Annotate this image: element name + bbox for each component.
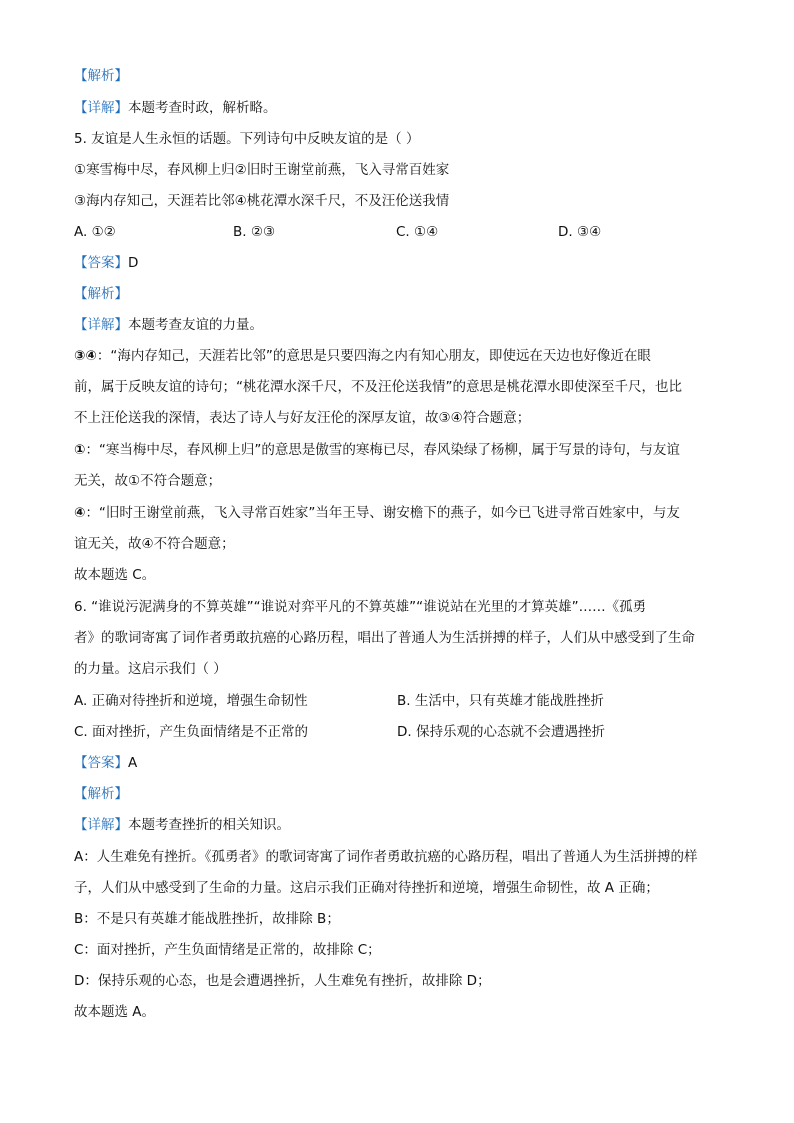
q6-stem-line1: 6. “谁说污泥满身的不算英雄”“谁说对弈平凡的不算英雄”“谁说站在光里的才算英雄”……《孤勇 [74, 599, 647, 615]
q5-answer: 【答案】D [74, 255, 139, 271]
q5-explain-line: 不上汪伦送我的深情，表达了诗人与好友汪伦的深厚友谊，故③④符合题意； [74, 410, 531, 426]
q5-conclusion: 故本题选 C。 [74, 567, 156, 583]
q5-items-line2: ③海内存知己，天涯若比邻④桃花潭水深千尺，不及汪伦送我情 [74, 193, 450, 209]
q6-conclusion: 故本题选 A。 [74, 1004, 156, 1020]
q5-option-d: D. ③④ [558, 224, 602, 240]
q6-option-b: B. 生活中，只有英雄才能战胜挫折 [397, 693, 604, 709]
q6-option-c: C. 面对挫折，产生负面情绪是不正常的 [74, 724, 309, 740]
q6-option-d: D. 保持乐观的心态就不会遭遇挫折 [397, 724, 605, 740]
q5-explain-line: 无关，故①不符合题意； [74, 473, 222, 489]
q5-explain-line: ③④：“海内存知己，天涯若比邻”的意思是只要四海之内有知心朋友，即使远在天边也好像近在眼 [74, 348, 651, 364]
q5-analysis-tag: 【解析】 [74, 286, 128, 302]
q5-explain-line: 谊无关，故④不符合题意； [74, 536, 235, 552]
q6-explain-line: D：保持乐观的心态，也是会遭遇挫折，人生难免有挫折，故排除 D； [74, 973, 491, 989]
q4-detail-line: 【详解】本题考查时政，解析略。 [74, 100, 277, 116]
analysis-tag: 【解析】 [74, 68, 128, 84]
q6-stem-line3: 的力量。这启示我们（ ） [74, 661, 227, 677]
q5-option-c: C. ①④ [396, 224, 439, 240]
q5-explain-line: ①：“寒当梅中尽，春风柳上归”的意思是傲雪的寒梅已尽，春风染绿了杨柳，属于写景的诗句，与友谊 [74, 442, 680, 458]
q6-option-a: A. 正确对待挫折和逆境，增强生命韧性 [74, 693, 308, 709]
q5-option-a: A. ①② [74, 224, 116, 240]
q6-explain-line: B：不是只有英雄才能战胜挫折，故排除 B； [74, 911, 340, 927]
q6-detail: 【详解】本题考查挫折的相关知识。 [74, 817, 290, 833]
q6-analysis-tag: 【解析】 [74, 786, 128, 802]
q5-explain-line: 前，属于反映友谊的诗句；“桃花潭水深千尺，不及汪伦送我情”的意思是桃花潭水即使深至千尺，也比 [74, 379, 682, 395]
q5-items-line1: ①寒雪梅中尽，春风柳上归②旧时王谢堂前燕，飞入寻常百姓家 [74, 162, 450, 178]
q5-stem: 5. 友谊是人生永恒的话题。下列诗句中反映友谊的是（ ） [74, 131, 420, 147]
q6-explain-line: 子，人们从中感受到了生命的力量。这启示我们正确对待挫折和逆境，增强生命韧性，故 A 正确； [74, 880, 659, 896]
q6-explain-line: A：人生难免有挫折。《孤勇者》的歌词寄寓了词作者勇敢抗癌的心路历程，唱出了普通人为生活拼搏的样 [74, 849, 698, 865]
q5-explain-line: ④：“旧时王谢堂前燕，飞入寻常百姓家”当年王导、谢安檐下的燕子，如今已飞进寻常百姓家中，与友 [74, 505, 680, 521]
q6-answer: 【答案】A [74, 755, 138, 771]
q6-stem-line2: 者》的歌词寄寓了词作者勇敢抗癌的心路历程，唱出了普通人为生活拼搏的样子，人们从中感受到了生命 [74, 630, 695, 646]
q5-detail: 【详解】本题考查友谊的力量。 [74, 317, 263, 333]
q5-option-b: B. ②③ [233, 224, 276, 240]
q6-explain-line: C：面对挫折，产生负面情绪是正常的，故排除 C； [74, 942, 381, 958]
